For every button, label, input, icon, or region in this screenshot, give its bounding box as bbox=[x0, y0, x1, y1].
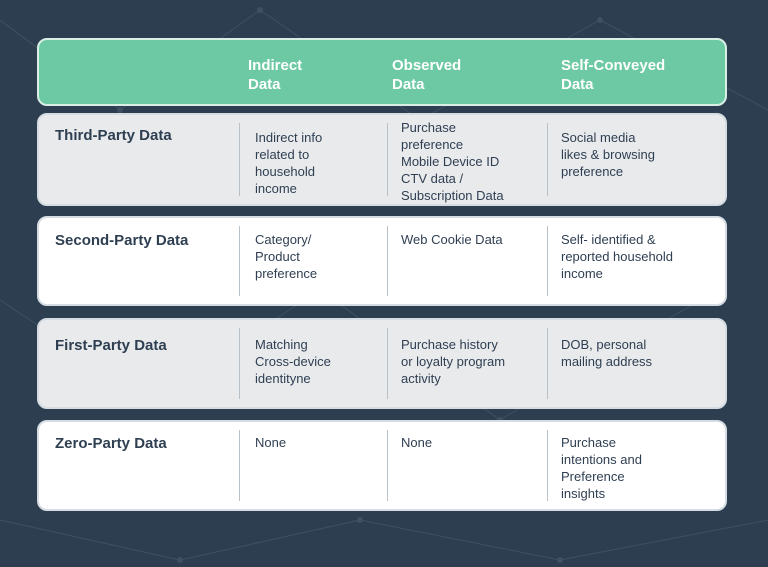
cell-indirect: Matching Cross-device identityne bbox=[255, 337, 331, 386]
table-row-third-party bbox=[37, 113, 727, 206]
column-header-observed: Observed Data bbox=[392, 57, 462, 93]
cell-observed: None bbox=[401, 435, 433, 450]
cell-indirect: None bbox=[255, 435, 287, 450]
table-row-first-party bbox=[37, 318, 727, 409]
column-divider bbox=[239, 430, 240, 501]
column-divider bbox=[239, 226, 240, 296]
table-row-zero-party bbox=[37, 420, 727, 511]
table-row-second-party bbox=[37, 216, 727, 306]
cell-indirect: Indirect info related to household income bbox=[255, 130, 323, 196]
row-label-third-party: Third-Party Data bbox=[55, 127, 172, 144]
cell-observed: Purchase preference Mobile Device ID CTV data / Subscription Data bbox=[401, 120, 504, 203]
column-divider bbox=[239, 123, 240, 196]
column-divider bbox=[239, 328, 240, 399]
cell-observed: Purchase history or loyalty program activity bbox=[401, 337, 506, 386]
column-header-self-conveyed: Self-Conveyed Data bbox=[561, 57, 666, 93]
column-divider bbox=[547, 226, 548, 296]
row-label-second-party: Second-Party Data bbox=[55, 232, 189, 249]
cell-self-conveyed: Self- identified & reported household income bbox=[561, 232, 674, 281]
row-label-first-party: First-Party Data bbox=[55, 337, 167, 354]
cell-self-conveyed: Social media likes & browsing preference bbox=[561, 130, 655, 179]
header-row bbox=[37, 38, 727, 106]
column-divider bbox=[547, 123, 548, 196]
column-header-indirect: Indirect Data bbox=[248, 57, 303, 93]
row-label-zero-party: Zero-Party Data bbox=[55, 435, 167, 452]
cell-self-conveyed: Purchase intentions and Preference insights bbox=[561, 435, 642, 501]
cell-self-conveyed: DOB, personal mailing address bbox=[561, 337, 653, 369]
column-divider bbox=[547, 328, 548, 399]
column-divider bbox=[547, 430, 548, 501]
column-divider bbox=[387, 226, 388, 296]
column-divider bbox=[387, 430, 388, 501]
column-divider bbox=[387, 328, 388, 399]
column-divider bbox=[387, 123, 388, 196]
cell-observed: Web Cookie Data bbox=[401, 232, 503, 247]
cell-indirect: Category/ Product preference bbox=[255, 232, 318, 281]
